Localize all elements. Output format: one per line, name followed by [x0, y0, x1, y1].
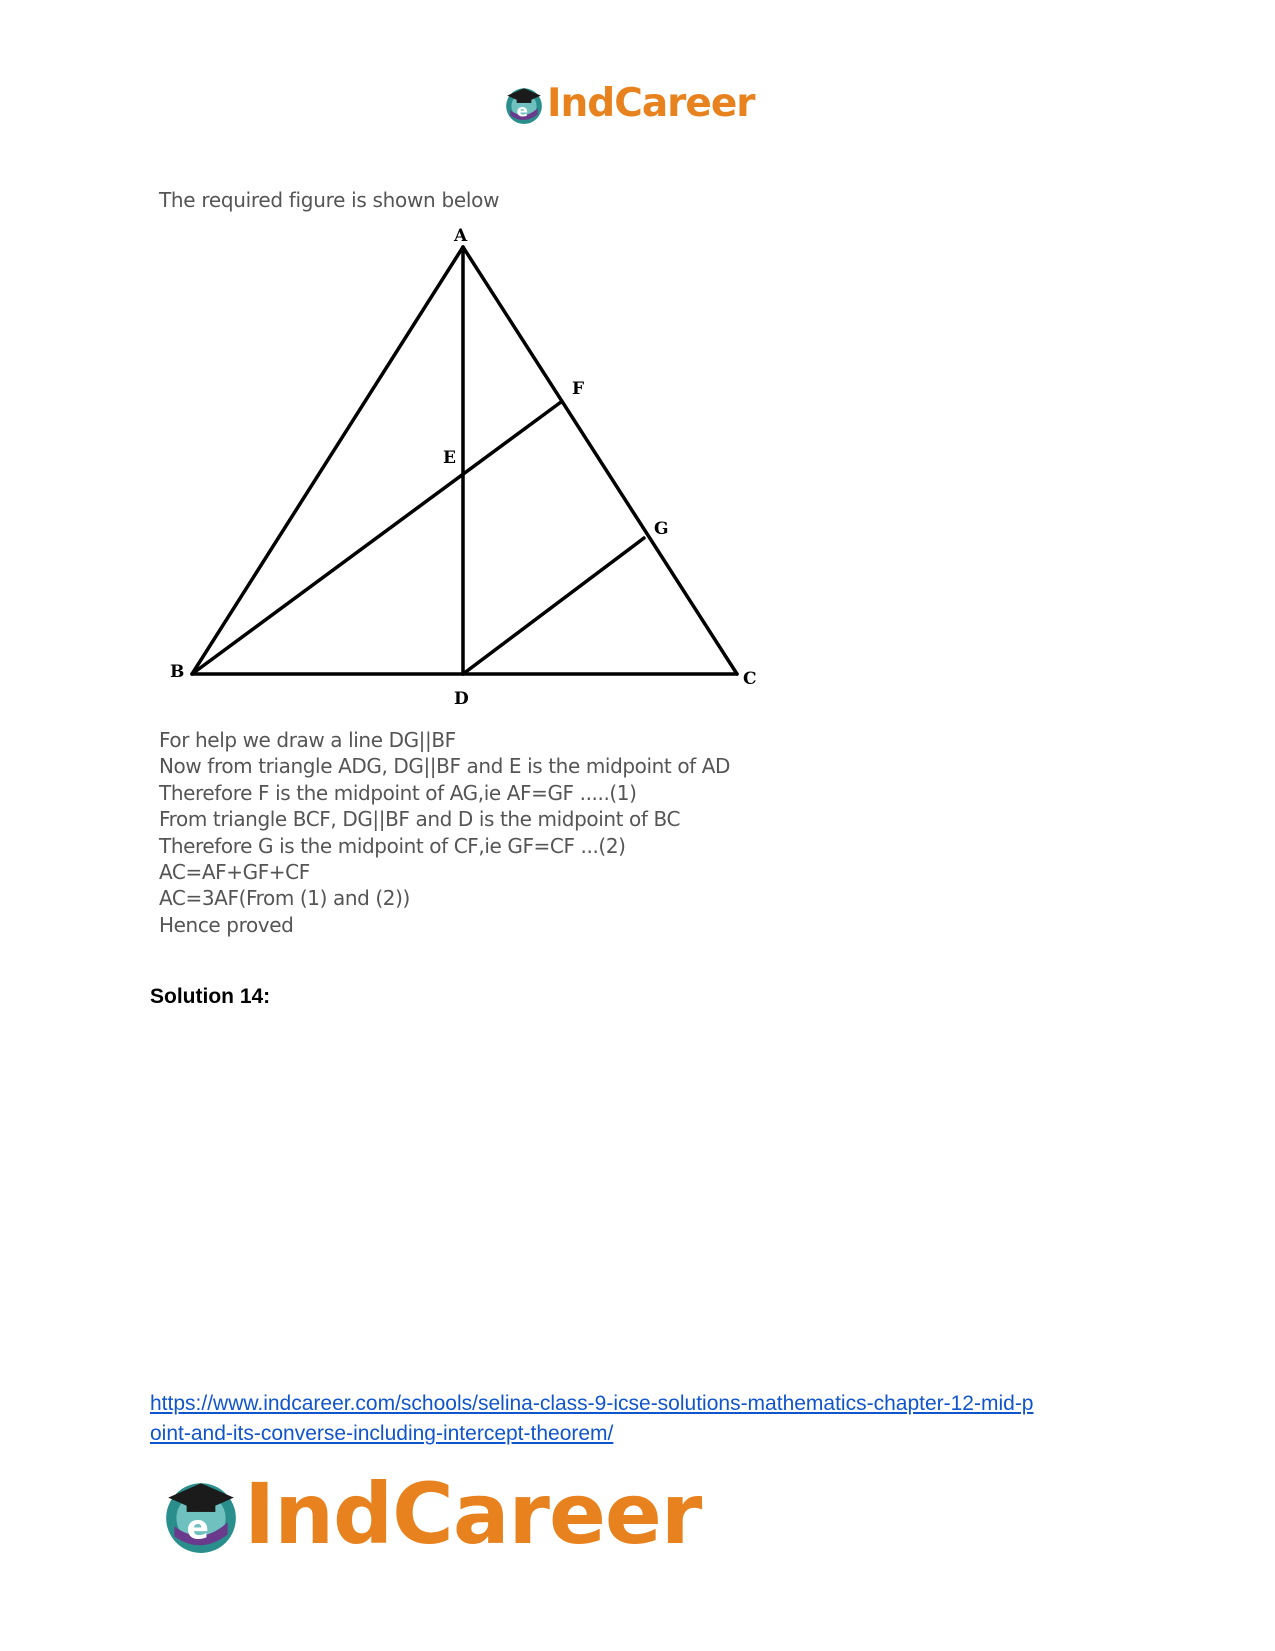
- triangle-figure: [160, 222, 790, 722]
- proof-line: Hence proved: [159, 912, 294, 937]
- label-c: C: [743, 669, 757, 689]
- figure-intro: The required figure is shown below: [159, 188, 500, 212]
- proof-line: Therefore G is the midpoint of CF,ie GF=CF ...(2): [159, 833, 626, 858]
- proof-line: For help we draw a line DG||BF: [159, 728, 456, 752]
- label-f: F: [572, 379, 585, 399]
- graduation-globe-icon: [503, 83, 545, 125]
- label-a: A: [454, 226, 468, 246]
- source-link-line-1: https://www.indcareer.com/schools/selina-class-9-icse-solutions-mathematics-chapter-12-mid-p: [150, 1392, 1034, 1415]
- proof-line: AC=AF+GF+CF: [159, 860, 310, 885]
- segment-dg: [463, 538, 644, 674]
- side-ac: [463, 247, 737, 674]
- svg-text:e: e: [186, 1508, 209, 1547]
- source-link-line-2: oint-and-its-converse-including-intercept-theorem/: [150, 1422, 614, 1445]
- proof-line: AC=3AF(From (1) and (2)): [159, 886, 410, 911]
- label-g: G: [654, 519, 669, 539]
- footer-logo: [160, 1466, 701, 1562]
- label-b: B: [170, 662, 185, 682]
- source-link[interactable]: [150, 1389, 1150, 1449]
- proof-line: From triangle BCF, DG||BF and D is the midpoint of BC: [159, 807, 681, 832]
- proof-text: [159, 727, 730, 938]
- side-ab: [192, 247, 463, 674]
- graduation-globe-icon: [160, 1473, 242, 1555]
- header-logo: [503, 80, 755, 128]
- logo-text: IndCareer: [547, 81, 755, 126]
- label-e: E: [443, 448, 456, 468]
- segment-bf: [192, 402, 561, 674]
- label-d: D: [454, 689, 469, 709]
- proof-line: Therefore F is the midpoint of AG,ie AF=GF .....(1): [159, 780, 637, 805]
- svg-text:e: e: [516, 100, 529, 121]
- proof-line: Now from triangle ADG, DG||BF and E is the midpoint of AD: [159, 754, 731, 779]
- logo-text: IndCareer: [244, 1465, 702, 1563]
- solution-heading: Solution 14:: [150, 985, 271, 1008]
